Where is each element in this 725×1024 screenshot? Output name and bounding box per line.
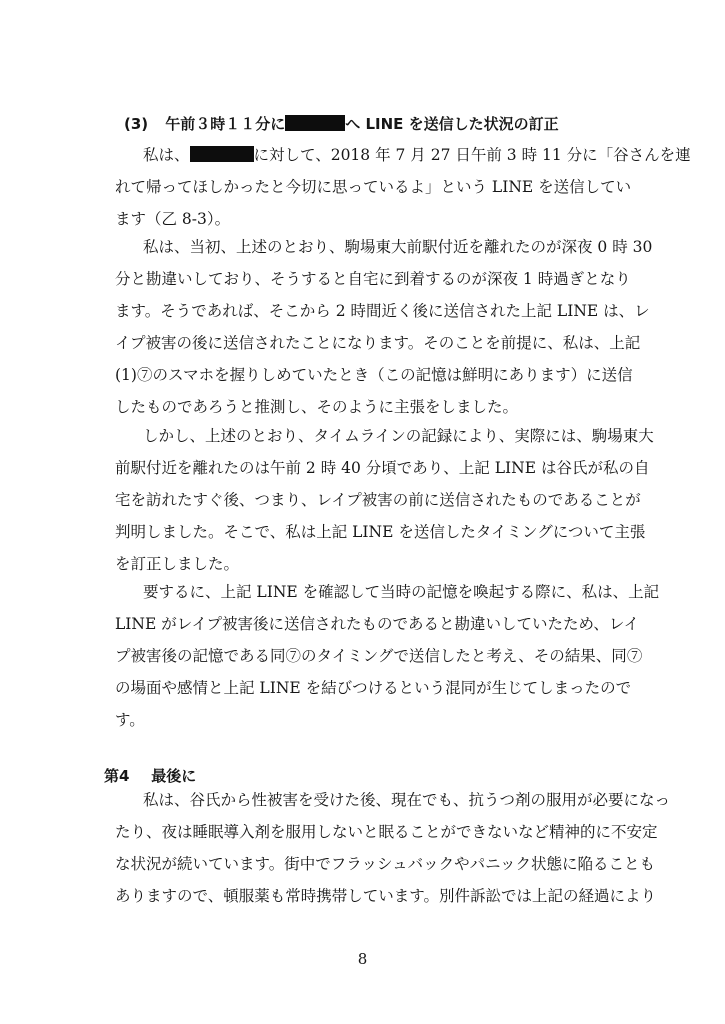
paragraph-4	[115, 576, 660, 736]
paragraph-5	[115, 784, 671, 912]
paragraph-line: ます。そうであれば、そこから 2 時間近く後に送信された上記 LINE は、レ	[115, 302, 650, 320]
paragraph-line: ありますので、頓服薬も常時携帯しています。別件訴訟では上記の経過により	[115, 887, 656, 905]
paragraph-line: 分と勘違いしており、そうすると自宅に到着するのが深夜 1 時過ぎとなり	[115, 270, 631, 288]
paragraph-line: 私は、谷氏から性被害を受けた後、現在でも、抗うつ剤の服用が必要になっ	[143, 791, 671, 809]
paragraph-line: LINE がレイプ被害後に送信されたものであると勘違いしていたため、レイ	[115, 615, 640, 633]
paragraph-line: したものであろうと推測し、そのように主張をしました。	[115, 398, 519, 416]
paragraph-line: 前駅付近を離れたのは午前 2 時 40 分頃であり、上記 LINE は谷氏が私の自	[115, 459, 650, 477]
paragraph-line: を訂正しました。	[115, 555, 240, 573]
section-4-heading	[104, 766, 196, 786]
paragraph-2	[115, 231, 653, 423]
section-title-part-1: 午前３時１１分に	[165, 115, 286, 133]
section-number: (3)	[124, 115, 149, 133]
section-number: 第4	[104, 767, 130, 785]
paragraph-3	[115, 420, 654, 580]
paragraph-line: 判明しました。そこで、私は上記 LINE を送信したタイミングについて主張	[115, 523, 646, 541]
paragraph-line: れて帰ってほしかったと今切に思っているよ」という LINE を送信してい	[115, 178, 632, 196]
paragraph-1	[115, 139, 691, 235]
section-3-heading	[124, 114, 559, 134]
paragraph-line: たり、夜は睡眠導入剤を服用しないと眠ることができないなど精神的に不安定	[115, 823, 658, 841]
page-number: 8	[357, 950, 368, 968]
paragraph-line: プ被害後の記憶である同⑦のタイミングで送信したと考え、その結果、同⑦	[115, 647, 643, 665]
section-title-part-2: へ LINE を送信した状況の訂正	[345, 115, 559, 133]
redaction-bar	[190, 146, 254, 162]
paragraph-line: 私は、当初、上述のとおり、駒場東大前駅付近を離れたのが深夜 0 時 30	[143, 238, 653, 256]
redaction-bar	[285, 115, 345, 131]
paragraph-line: の場面や感情と上記 LINE を結びつけるという混同が生じてしまったので	[115, 679, 632, 697]
paragraph-line: (1)⑦のスマホを握りしめていたとき（この記憶は鮮明にあります）に送信	[115, 366, 633, 384]
paragraph-line: イプ被害の後に送信されたことになります。そのことを前提に、私は、上記	[115, 334, 641, 352]
paragraph-line: な状況が続いています。街中でフラッシュバックやパニック状態に陥ることも	[115, 855, 656, 873]
paragraph-line: 宅を訪れたすぐ後、つまり、レイプ被害の前に送信されたものであることが	[115, 491, 641, 509]
paragraph-line: 要するに、上記 LINE を確認して当時の記憶を喚起する際に、私は、上記	[143, 583, 660, 601]
paragraph-line: す。	[115, 711, 145, 729]
line-text: 私は、 に対して、2018 年 7 月 27 日午前 3 時 11 分に「谷さんを連	[143, 146, 691, 164]
paragraph-line: ます（乙 8-3）。	[115, 210, 231, 228]
section-title: 最後に	[151, 767, 197, 785]
paragraph-line: しかし、上述のとおり、タイムラインの記録により、実際には、駒場東大	[143, 427, 654, 445]
paragraph-line	[115, 139, 691, 171]
